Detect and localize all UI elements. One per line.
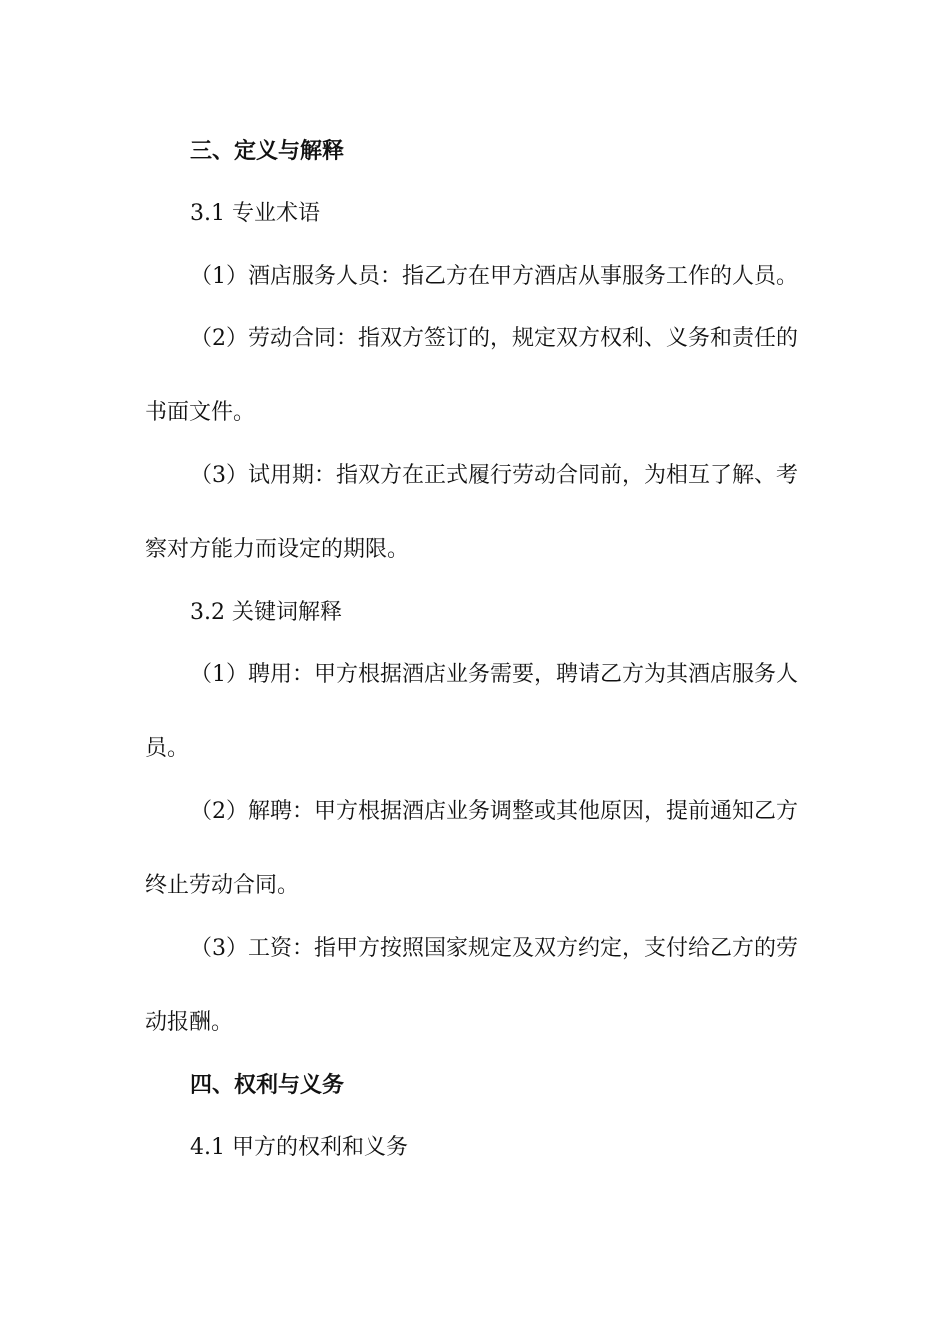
subsection-title-3-2: 3.2 关键词解释 — [190, 600, 342, 625]
keyword-2-line-1: （2）解聘：甲方根据酒店业务调整或其他原因，提前通知乙方 — [190, 799, 798, 824]
subsection-title-4-1: 4.1 甲方的权利和义务 — [190, 1135, 408, 1160]
section-heading-4: 四、权利与义务 — [190, 1073, 345, 1098]
keyword-1-line-1: （1）聘用：甲方根据酒店业务需要，聘请乙方为其酒店服务人 — [190, 662, 798, 687]
term-2-line-2: 书面文件。 — [145, 400, 256, 425]
keyword-1-line-2: 员。 — [145, 736, 190, 761]
term-2-line-1: （2）劳动合同：指双方签订的，规定双方权利、义务和责任的 — [190, 326, 798, 351]
section-heading-3: 三、定义与解释 — [190, 139, 345, 164]
subsection-title-3-1: 3.1 专业术语 — [190, 201, 320, 226]
keyword-2-line-2: 终止劳动合同。 — [145, 873, 300, 898]
keyword-3-line-1: （3）工资：指甲方按照国家规定及双方约定，支付给乙方的劳 — [190, 936, 798, 961]
term-1-line-1: （1）酒店服务人员：指乙方在甲方酒店从事服务工作的人员。 — [190, 264, 798, 289]
keyword-3-line-2: 动报酬。 — [145, 1010, 234, 1035]
term-3-line-1: （3）试用期：指双方在正式履行劳动合同前，为相互了解、考 — [190, 463, 798, 488]
term-3-line-2: 察对方能力而设定的期限。 — [145, 537, 410, 562]
